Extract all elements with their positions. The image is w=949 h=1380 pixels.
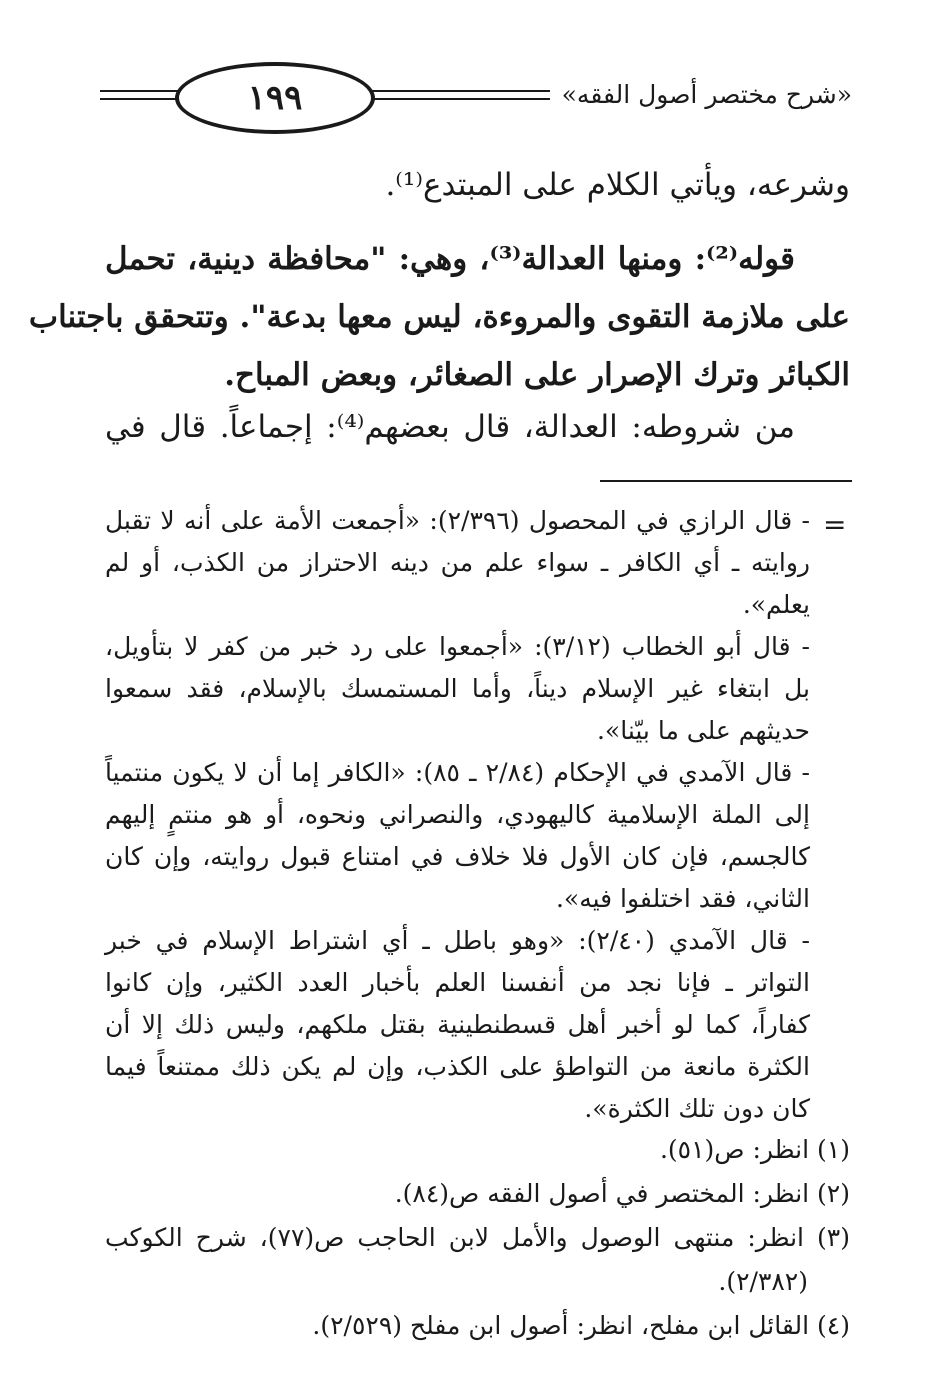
- continuation-mark: =: [823, 508, 847, 541]
- footnote-4: (٤) القائل ابن مفلح، انظر: أصول ابن مفلح (٢/٥٢٩).: [312, 1311, 850, 1340]
- footnote-line: كالجسم، فإن كان الأول فلا خلاف في امتناع قبول روايته، وإن كان: [105, 842, 810, 871]
- page-number: ١٩٩: [247, 78, 303, 118]
- footnote-line: بل ابتغاء غير الإسلام ديناً، وأما المستمسك بالإسلام، فقد سمعوا: [105, 674, 810, 703]
- footnote-line: - قال الآمدي في الإحكام (٢/٨٤ ـ ٨٥): «الكافر إما أن لا يكون منتمياً: [105, 758, 810, 787]
- body-line: قوله⁽²⁾: ومنها العدالة⁽³⁾، وهي: "محافظة دينية، تحمل: [105, 241, 795, 277]
- running-title: «شرح مختصر أصول الفقه»: [550, 80, 852, 109]
- footnote-line: إلى الملة الإسلامية كاليهودي، والنصراني ونحوه، أو هو منتمٍ إليهم: [105, 800, 810, 829]
- footnote-divider: [600, 480, 852, 482]
- footnote-line: الكثرة مانعة من التواطؤ على الكذب، وإن لم يكن ذلك ممتنعاً فيما: [105, 1052, 810, 1081]
- footnote-3: (٣) انظر: منتهى الوصول والأمل لابن الحاجب ص(٧٧)، شرح الكوكب: [105, 1223, 850, 1252]
- footnote-3-cont: (٢/٣٨٢).: [718, 1267, 808, 1296]
- footnote-line: - قال الآمدي (٢/٤٠): «وهو باطل ـ أي اشتراط الإسلام في خبر: [105, 926, 810, 955]
- paragraph-1: [105, 160, 850, 210]
- footnote-line: - قال أبو الخطاب (٣/١٢): «أجمعوا على رد خبر من كفر لا بتأويل،: [105, 632, 810, 661]
- page-header: [100, 62, 852, 138]
- footnotes: [105, 1128, 850, 1348]
- footnote-line: التواتر ـ فإنا نجد من أنفسنا العلم بأخبار العدد الكثير، وإن كانوا: [105, 968, 810, 997]
- page-number-badge: [175, 62, 375, 134]
- body-line: الكبائر وترك الإصرار على الصغائر، وبعض المباح.: [224, 357, 850, 393]
- footnote-line: روايته ـ أي الكافر ـ سواء علم من دينه الاحتراز من الكذب، أو لم: [105, 548, 810, 577]
- footnote-line: يعلم».: [742, 590, 810, 619]
- body-line: من شروطه: العدالة، قال بعضهم⁽⁴⁾: إجماعاً. قال في: [105, 409, 795, 445]
- footnote-2: (٢) انظر: المختصر في أصول الفقه ص(٨٤).: [394, 1179, 850, 1208]
- footnote-1: (١) انظر: ص(٥١).: [659, 1135, 850, 1164]
- body-line: على ملازمة التقوى والمروءة، ليس معها بدعة". وتتحقق باجتناب: [28, 299, 850, 335]
- footnote-line: كفاراً، كما لو أخبر أهل قسطنطينية بقتل ملكهم، وليس ذلك إلا أن: [105, 1010, 810, 1039]
- footnote-line: - قال الرازي في المحصول (٢/٣٩٦): «أجمعت الأمة على أنه لا تقبل: [105, 506, 810, 535]
- footnote-line: الثاني، فقد اختلفوا فيه».: [555, 884, 810, 913]
- footnote-continuation: [105, 500, 810, 1130]
- footnote-line: كان دون تلك الكثرة».: [584, 1094, 810, 1123]
- paragraph-3: [105, 402, 850, 452]
- paragraph-2: [28, 230, 850, 404]
- footnote-line: حديثهم على ما بيّنا».: [596, 716, 810, 745]
- body-line: وشرعه، ويأتي الكلام على المبتدع⁽¹⁾.: [385, 167, 850, 203]
